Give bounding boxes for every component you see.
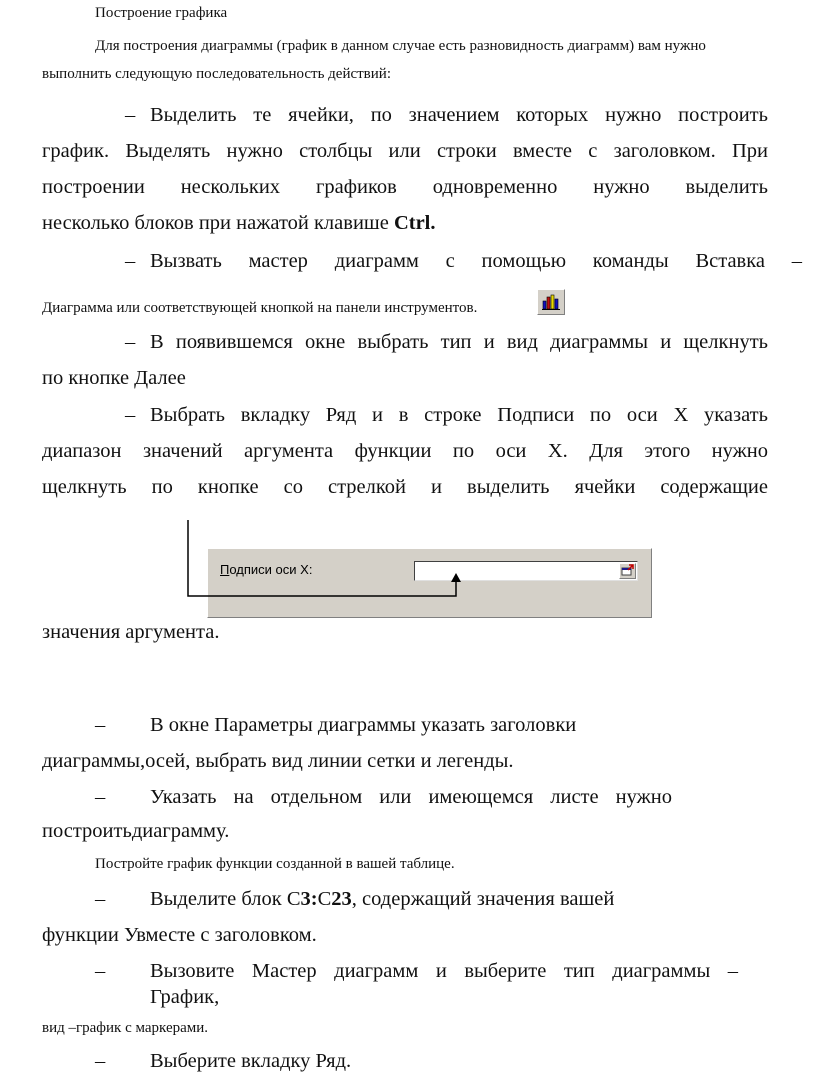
step1-line-2: график. Выделять нужно столбцы или строки вместе с заголовком. При [42,140,768,162]
step2-line-1: Вызвать мастер диаграмм с помощью команды Вставка – [150,250,802,272]
task2-line-1: Вызовите Мастер диаграмм и выберите тип диаграммы – [150,960,738,982]
x-axis-labels-hotkey: П [220,562,230,577]
page-title: Построение графика [95,5,228,21]
x-axis-labels-text: одписи оси Х: [229,562,313,577]
step4-line-1: Выбрать вкладку Ряд и в строке Подписи по оси Х указать [150,404,768,426]
step6-line-1: Указать на отдельном или имеющемся листе нужно [150,786,672,808]
intro-line-2: выполнить следующую последовательность действий: [42,66,391,82]
step3-line-1: В появившемся окне выбрать тип и вид диаграммы и щелкнуть [150,331,768,353]
task1-cell-end: 23 [331,888,352,910]
task1-mid: С [317,888,332,910]
task1-cell-start: 3: [300,888,318,910]
task1-line-2: функции Увместе с заголовком. [42,924,317,946]
task1-line-1 [150,888,614,911]
collapse-dialog-button[interactable] [619,563,636,579]
step6-dash: – [95,786,106,808]
step2-line-2: Диаграмма или соответствующей кнопкой на панели инструментов. [42,300,478,316]
step1-line-3: построении нескольких графиков одновременно нужно выделить [42,176,768,198]
task3-line-1: Выберите вкладку Ряд. [150,1050,352,1072]
step4-dash: – [125,404,136,426]
chart-wizard-button[interactable] [537,289,565,315]
step5-line-2: диаграммы,осей, выбрать вид линии сетки и легенды. [42,750,514,772]
task2-line-2: График, [150,986,220,1008]
task3-dash: – [95,1050,106,1072]
collapse-dialog-icon [620,564,635,578]
step1-line-1: Выделить те ячейки, по значением которых нужно построить [150,104,768,126]
task1-dash: – [95,888,106,910]
step5-line-1: В окне Параметры диаграммы указать заголовки [150,714,577,736]
step2-dash: – [125,250,136,272]
step6-line-2: построитьдиаграмму. [42,820,230,842]
task1-pre: Выделите блок С [150,888,301,910]
step1-dash: – [125,104,136,126]
intro-line-1: Для построения диаграммы (график в данном случае есть разновидность диаграмм) вам нужно [95,38,706,54]
task-heading: Постройте график функции созданной в вашей таблице. [95,856,455,872]
step1-line-4-text: несколько блоков при нажатой клавише [42,212,394,234]
ctrl-key: Ctrl. [393,212,436,234]
step3-dash: – [125,331,136,353]
pointer-arrow [180,518,470,608]
step4-line-3: щелкнуть по кнопке со стрелкой и выделить ячейки содержащие [42,476,768,498]
chart-wizard-icon [541,293,561,311]
task2-line-3: вид –график с маркерами. [42,1020,209,1036]
step4-line-2: диапазон значений аргумента функции по оси Х. Для этого нужно [42,440,768,462]
task2-dash: – [95,960,106,982]
step1-line-4 [42,212,436,235]
step3-line-2: по кнопке Далее [42,367,186,389]
step4-line-4: значения аргумента. [42,621,220,643]
step5-dash: – [95,714,106,736]
task1-post: , содержащий значения вашей [351,888,615,910]
